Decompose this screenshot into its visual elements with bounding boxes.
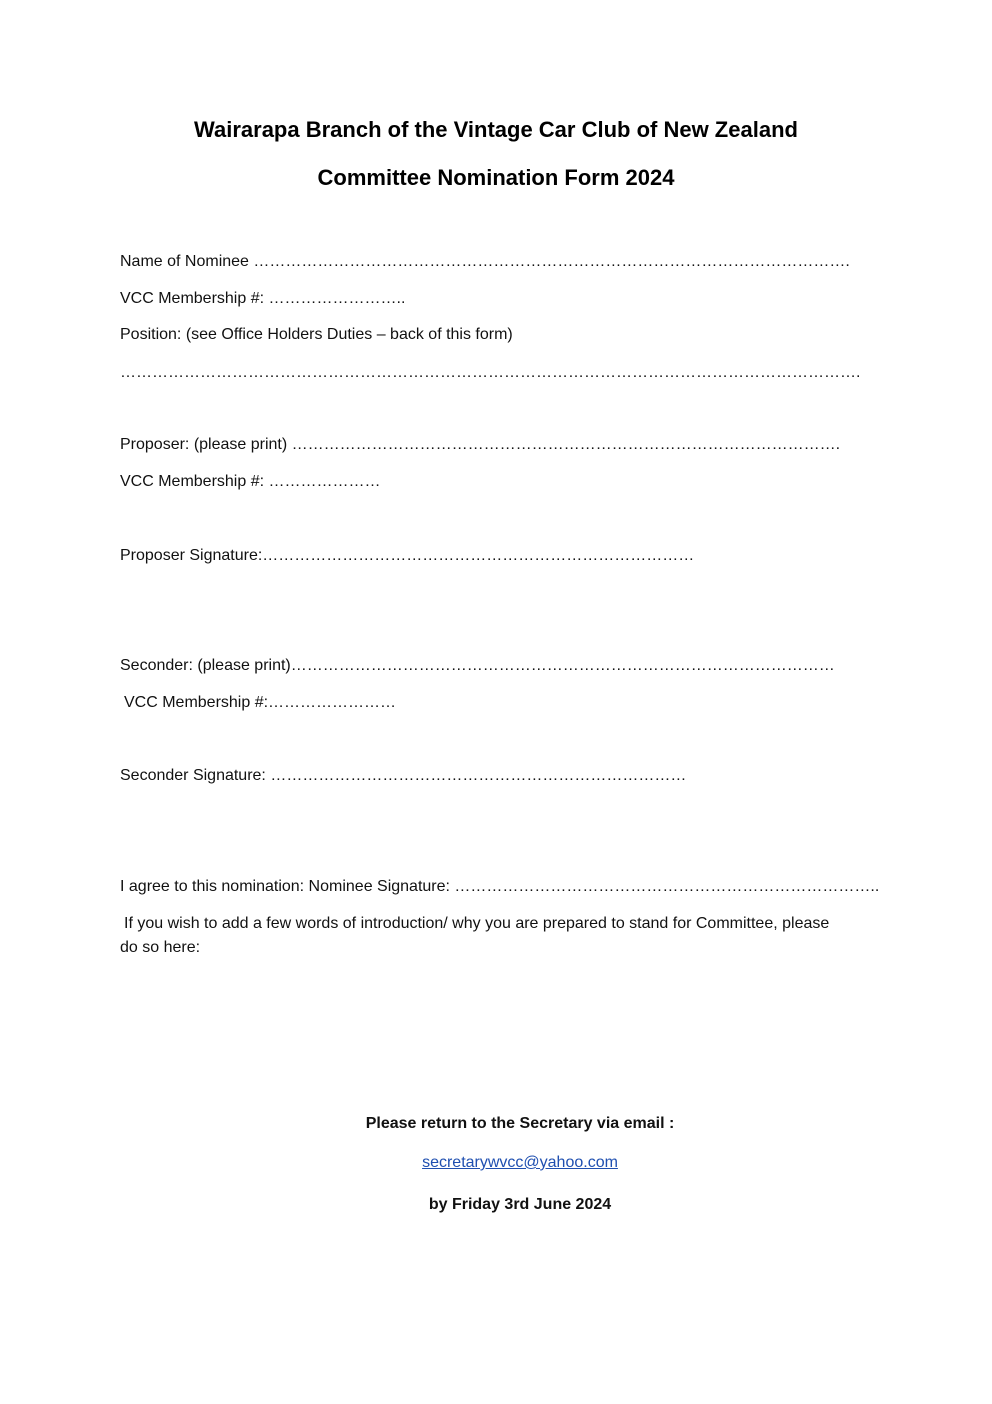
proposer-signature-field: Proposer Signature:……………………………………………………………………… bbox=[120, 547, 695, 564]
nominee-membership-field: VCC Membership #: …………………….. bbox=[120, 290, 406, 307]
return-instruction: Please return to the Secretary via email : bbox=[365, 1115, 675, 1132]
form-title: Committee Nomination Form 2024 bbox=[317, 165, 675, 190]
email-link-row bbox=[0, 1154, 992, 1172]
introduction-prompt: If you wish to add a few words of introduction/ why you are prepared to stand for Committee, please do so here: bbox=[120, 915, 830, 956]
proposer-membership-field: VCC Membership #: ………………… bbox=[120, 473, 381, 490]
seconder-membership-field: VCC Membership #:…………………… bbox=[124, 694, 397, 711]
deadline-text: by Friday 3rd June 2024 bbox=[428, 1196, 612, 1213]
nominee-signature-field: I agree to this nomination: Nominee Signature: …………………………………………………………………….. bbox=[120, 878, 880, 895]
position-label: Position: (see Office Holders Duties – back of this form) bbox=[120, 326, 513, 343]
seconder-signature-field: Seconder Signature: …………………………………………………………………… bbox=[120, 767, 687, 784]
position-field: …………………………………………………………………………………………………………………………. bbox=[120, 364, 861, 381]
document-title: Wairarapa Branch of the Vintage Car Club of New Zealand bbox=[194, 117, 798, 142]
secretary-email-link[interactable]: secretarywvcc@yahoo.com bbox=[422, 1154, 618, 1171]
proposer-name-field: Proposer: (please print) …………………………………………………………………………………………. bbox=[120, 436, 841, 453]
nominee-name-field: Name of Nominee …………………………………………………………………………………………………. bbox=[120, 253, 850, 270]
seconder-name-field: Seconder: (please print)………………………………………………………………………………………… bbox=[120, 657, 835, 674]
